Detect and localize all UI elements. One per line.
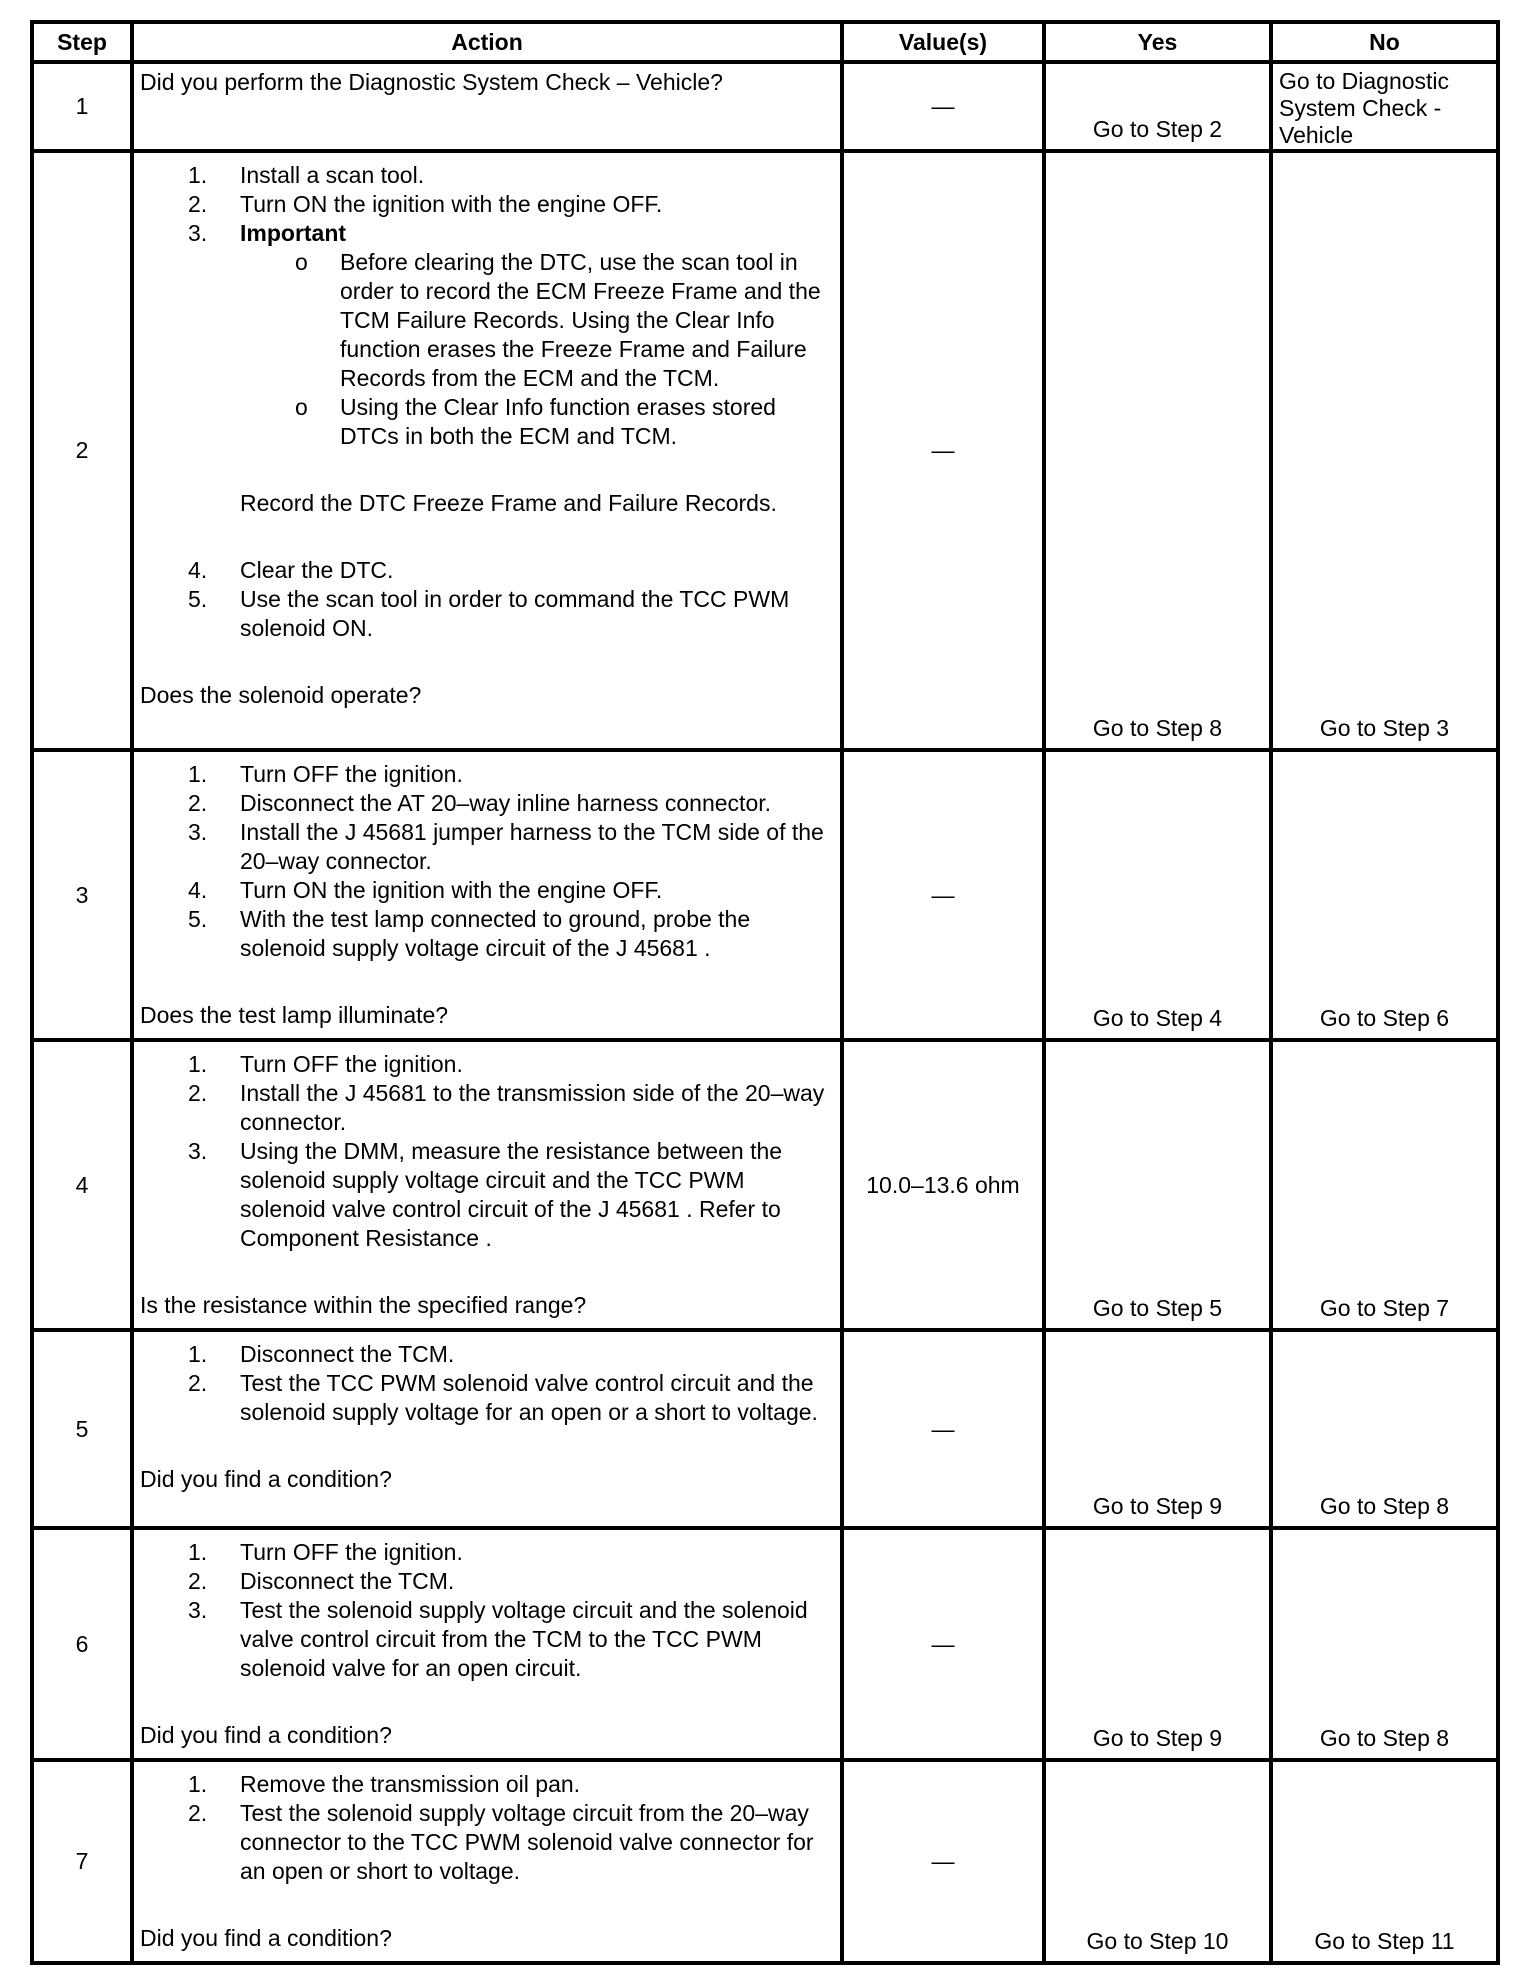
action-steps (140, 161, 834, 248)
header-row (32, 22, 1498, 62)
header-yes: Yes (1044, 22, 1271, 62)
important-label: Important (240, 220, 347, 246)
list-item: 1. Disconnect the TCM. (188, 1341, 455, 1367)
action-steps (140, 1538, 834, 1683)
header-action: Action (132, 22, 842, 62)
list-item: o Using the Clear Info function erases stored DTCs in both the ECM and TCM. (295, 394, 776, 449)
list-item: 2. Disconnect the AT 20–way inline harness connector. (188, 790, 772, 816)
list-item: 1. Turn OFF the ignition. (188, 1051, 463, 1077)
action-steps (140, 1340, 834, 1427)
action-cell (132, 1760, 842, 1963)
value-cell: — (842, 62, 1044, 151)
list-item: 4. Turn ON the ignition with the engine OFF. (188, 877, 663, 903)
action-cell (132, 151, 842, 750)
table-row (32, 750, 1498, 1040)
action-question: Is the resistance within the specified range? (140, 1292, 587, 1318)
list-item: 1. Turn OFF the ignition. (188, 1539, 463, 1565)
action-cell (132, 750, 842, 1040)
list-item: 2. Disconnect the TCM. (188, 1568, 455, 1594)
important-bullets (140, 248, 834, 451)
value-cell: — (842, 750, 1044, 1040)
no-cell: Go to Step 6 (1271, 750, 1498, 1040)
table-row (32, 1760, 1498, 1963)
value-cell: — (842, 1760, 1044, 1963)
list-item: 2. Test the TCC PWM solenoid valve control circuit and the solenoid supply voltage for an open or a short to voltage. (188, 1370, 818, 1425)
list-item: 5. With the test lamp connected to ground, probe the solenoid supply voltage circuit of the J 45681 . (188, 906, 751, 961)
value-cell: — (842, 151, 1044, 750)
no-cell: Go to Step 8 (1271, 1330, 1498, 1528)
yes-cell: Go to Step 2 (1044, 62, 1271, 151)
step-number: 1 (32, 62, 132, 151)
list-item: o Before clearing the DTC, use the scan tool in order to record the ECM Freeze Frame and the TCM Failure Records. Using the Clear Info function erases the Freeze Frame and Failure Records from the ECM and the TCM. (295, 249, 821, 391)
header-values: Value(s) (842, 22, 1044, 62)
step-number: 2 (32, 151, 132, 750)
action-cell (132, 1528, 842, 1760)
action-question: Did you find a condition? (140, 1925, 392, 1951)
header-no: No (1271, 22, 1498, 62)
table-row (32, 62, 1498, 151)
step-number: 6 (32, 1528, 132, 1760)
yes-cell: Go to Step 9 (1044, 1528, 1271, 1760)
action-question: Did you perform the Diagnostic System Check – Vehicle? (140, 69, 723, 95)
list-item: 3. Important (188, 220, 347, 246)
action-question: Did you find a condition? (140, 1722, 392, 1748)
important-note: Record the DTC Freeze Frame and Failure Records. (240, 490, 777, 516)
table-row (32, 1040, 1498, 1330)
action-steps (140, 1050, 834, 1253)
yes-cell: Go to Step 8 (1044, 151, 1271, 750)
table-row (32, 1528, 1498, 1760)
step-number: 5 (32, 1330, 132, 1528)
value-cell: 10.0–13.6 ohm (842, 1040, 1044, 1330)
action-question: Does the solenoid operate? (140, 682, 422, 708)
action-question: Did you find a condition? (140, 1466, 392, 1492)
no-cell: Go to Step 11 (1271, 1760, 1498, 1963)
action-cell (132, 62, 842, 151)
list-item: 5. Use the scan tool in order to command the TCC PWM solenoid ON. (188, 586, 790, 641)
action-question: Does the test lamp illuminate? (140, 1002, 449, 1028)
yes-cell: Go to Step 10 (1044, 1760, 1271, 1963)
list-item: 2. Install the J 45681 to the transmission side of the 20–way connector. (188, 1080, 825, 1135)
no-cell: Go to Step 7 (1271, 1040, 1498, 1330)
list-item: 3. Test the solenoid supply voltage circuit and the solenoid valve control circuit from the TCM to the TCC PWM solenoid valve for an open circuit. (188, 1597, 808, 1681)
yes-cell: Go to Step 9 (1044, 1330, 1271, 1528)
table-row (32, 151, 1498, 750)
action-steps (140, 1770, 834, 1886)
value-cell: — (842, 1330, 1044, 1528)
yes-cell: Go to Step 4 (1044, 750, 1271, 1040)
list-item: 1. Turn OFF the ignition. (188, 761, 463, 787)
no-cell: Go to Step 3 (1271, 151, 1498, 750)
list-item: 1. Install a scan tool. (188, 162, 425, 188)
table-row (32, 1330, 1498, 1528)
yes-cell: Go to Step 5 (1044, 1040, 1271, 1330)
step-number: 7 (32, 1760, 132, 1963)
action-steps (140, 760, 834, 963)
step-number: 3 (32, 750, 132, 1040)
no-cell: Go to Diagnostic System Check - Vehicle (1271, 62, 1498, 151)
list-item: 3. Using the DMM, measure the resistance between the solenoid supply voltage circuit and the TCC PWM solenoid valve control circuit of the J 45681 . Refer to Component Resistance . (188, 1138, 783, 1251)
action-cell (132, 1330, 842, 1528)
action-cell (132, 1040, 842, 1330)
list-item: 3. Install the J 45681 jumper harness to the TCM side of the 20–way connector. (188, 819, 824, 874)
list-item: 1. Remove the transmission oil pan. (188, 1771, 581, 1797)
list-item: 2. Turn ON the ignition with the engine OFF. (188, 191, 663, 217)
value-cell: — (842, 1528, 1044, 1760)
list-item: 2. Test the solenoid supply voltage circuit from the 20–way connector to the TCC PWM solenoid valve connector for an open or short to voltage. (188, 1800, 814, 1884)
diagnostic-table (30, 20, 1500, 1965)
header-step: Step (32, 22, 132, 62)
step-number: 4 (32, 1040, 132, 1330)
action-steps (140, 556, 834, 643)
no-cell: Go to Step 8 (1271, 1528, 1498, 1760)
list-item: 4. Clear the DTC. (188, 557, 394, 583)
